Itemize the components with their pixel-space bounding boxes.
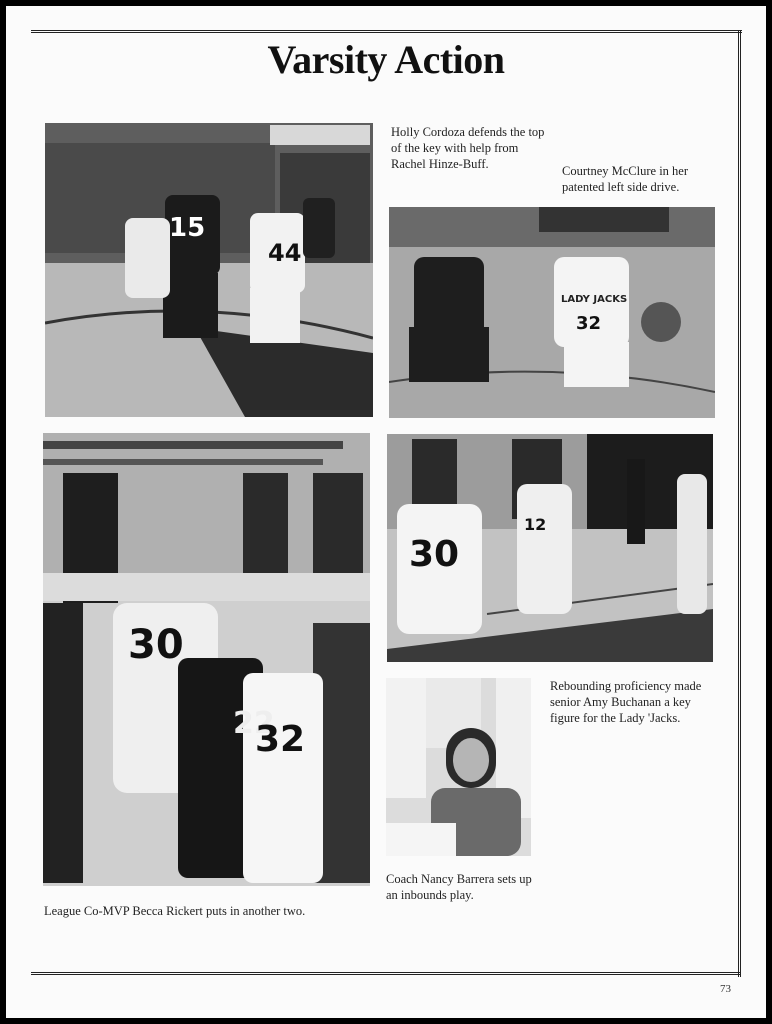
jersey-number: 30	[128, 622, 184, 668]
photo-rebounding	[387, 434, 713, 662]
page-number: 73	[720, 983, 731, 995]
caption-mcclure: Courtney McClure in her patented left side drive.	[562, 164, 689, 194]
jersey-number: 15	[169, 213, 206, 243]
jersey-number: 32	[576, 313, 602, 334]
caption-rickert: League Co-MVP Becca Rickert puts in another two.	[44, 904, 306, 918]
jersey-number: 32	[255, 719, 306, 760]
photo-rickert-shot	[43, 433, 370, 886]
page-frame-top	[31, 30, 742, 33]
photo-defense-top-key	[45, 123, 373, 417]
jersey-number: 44	[268, 239, 302, 267]
photo-left-side-drive	[389, 207, 715, 418]
jersey-number: 30	[409, 534, 460, 575]
jersey-number: 12	[524, 515, 547, 534]
caption-barrera: Coach Nancy Barrera sets up an inbounds play.	[386, 872, 532, 902]
caption-buchanan: Rebounding proficiency made senior Amy Buchanan a key figure for the Lady 'Jacks.	[550, 679, 702, 725]
page-frame-bottom	[31, 972, 741, 975]
jersey-number: 22	[233, 706, 275, 741]
caption-cordoza: Holly Cordoza defends the top of the key with help from Rachel Hinze-Buff.	[391, 125, 545, 171]
photo-coach-barrera	[386, 678, 531, 856]
page-title: Varsity Action	[267, 37, 505, 82]
page-frame-right	[738, 30, 741, 977]
jersey-text: LADY JACKS	[561, 294, 628, 305]
